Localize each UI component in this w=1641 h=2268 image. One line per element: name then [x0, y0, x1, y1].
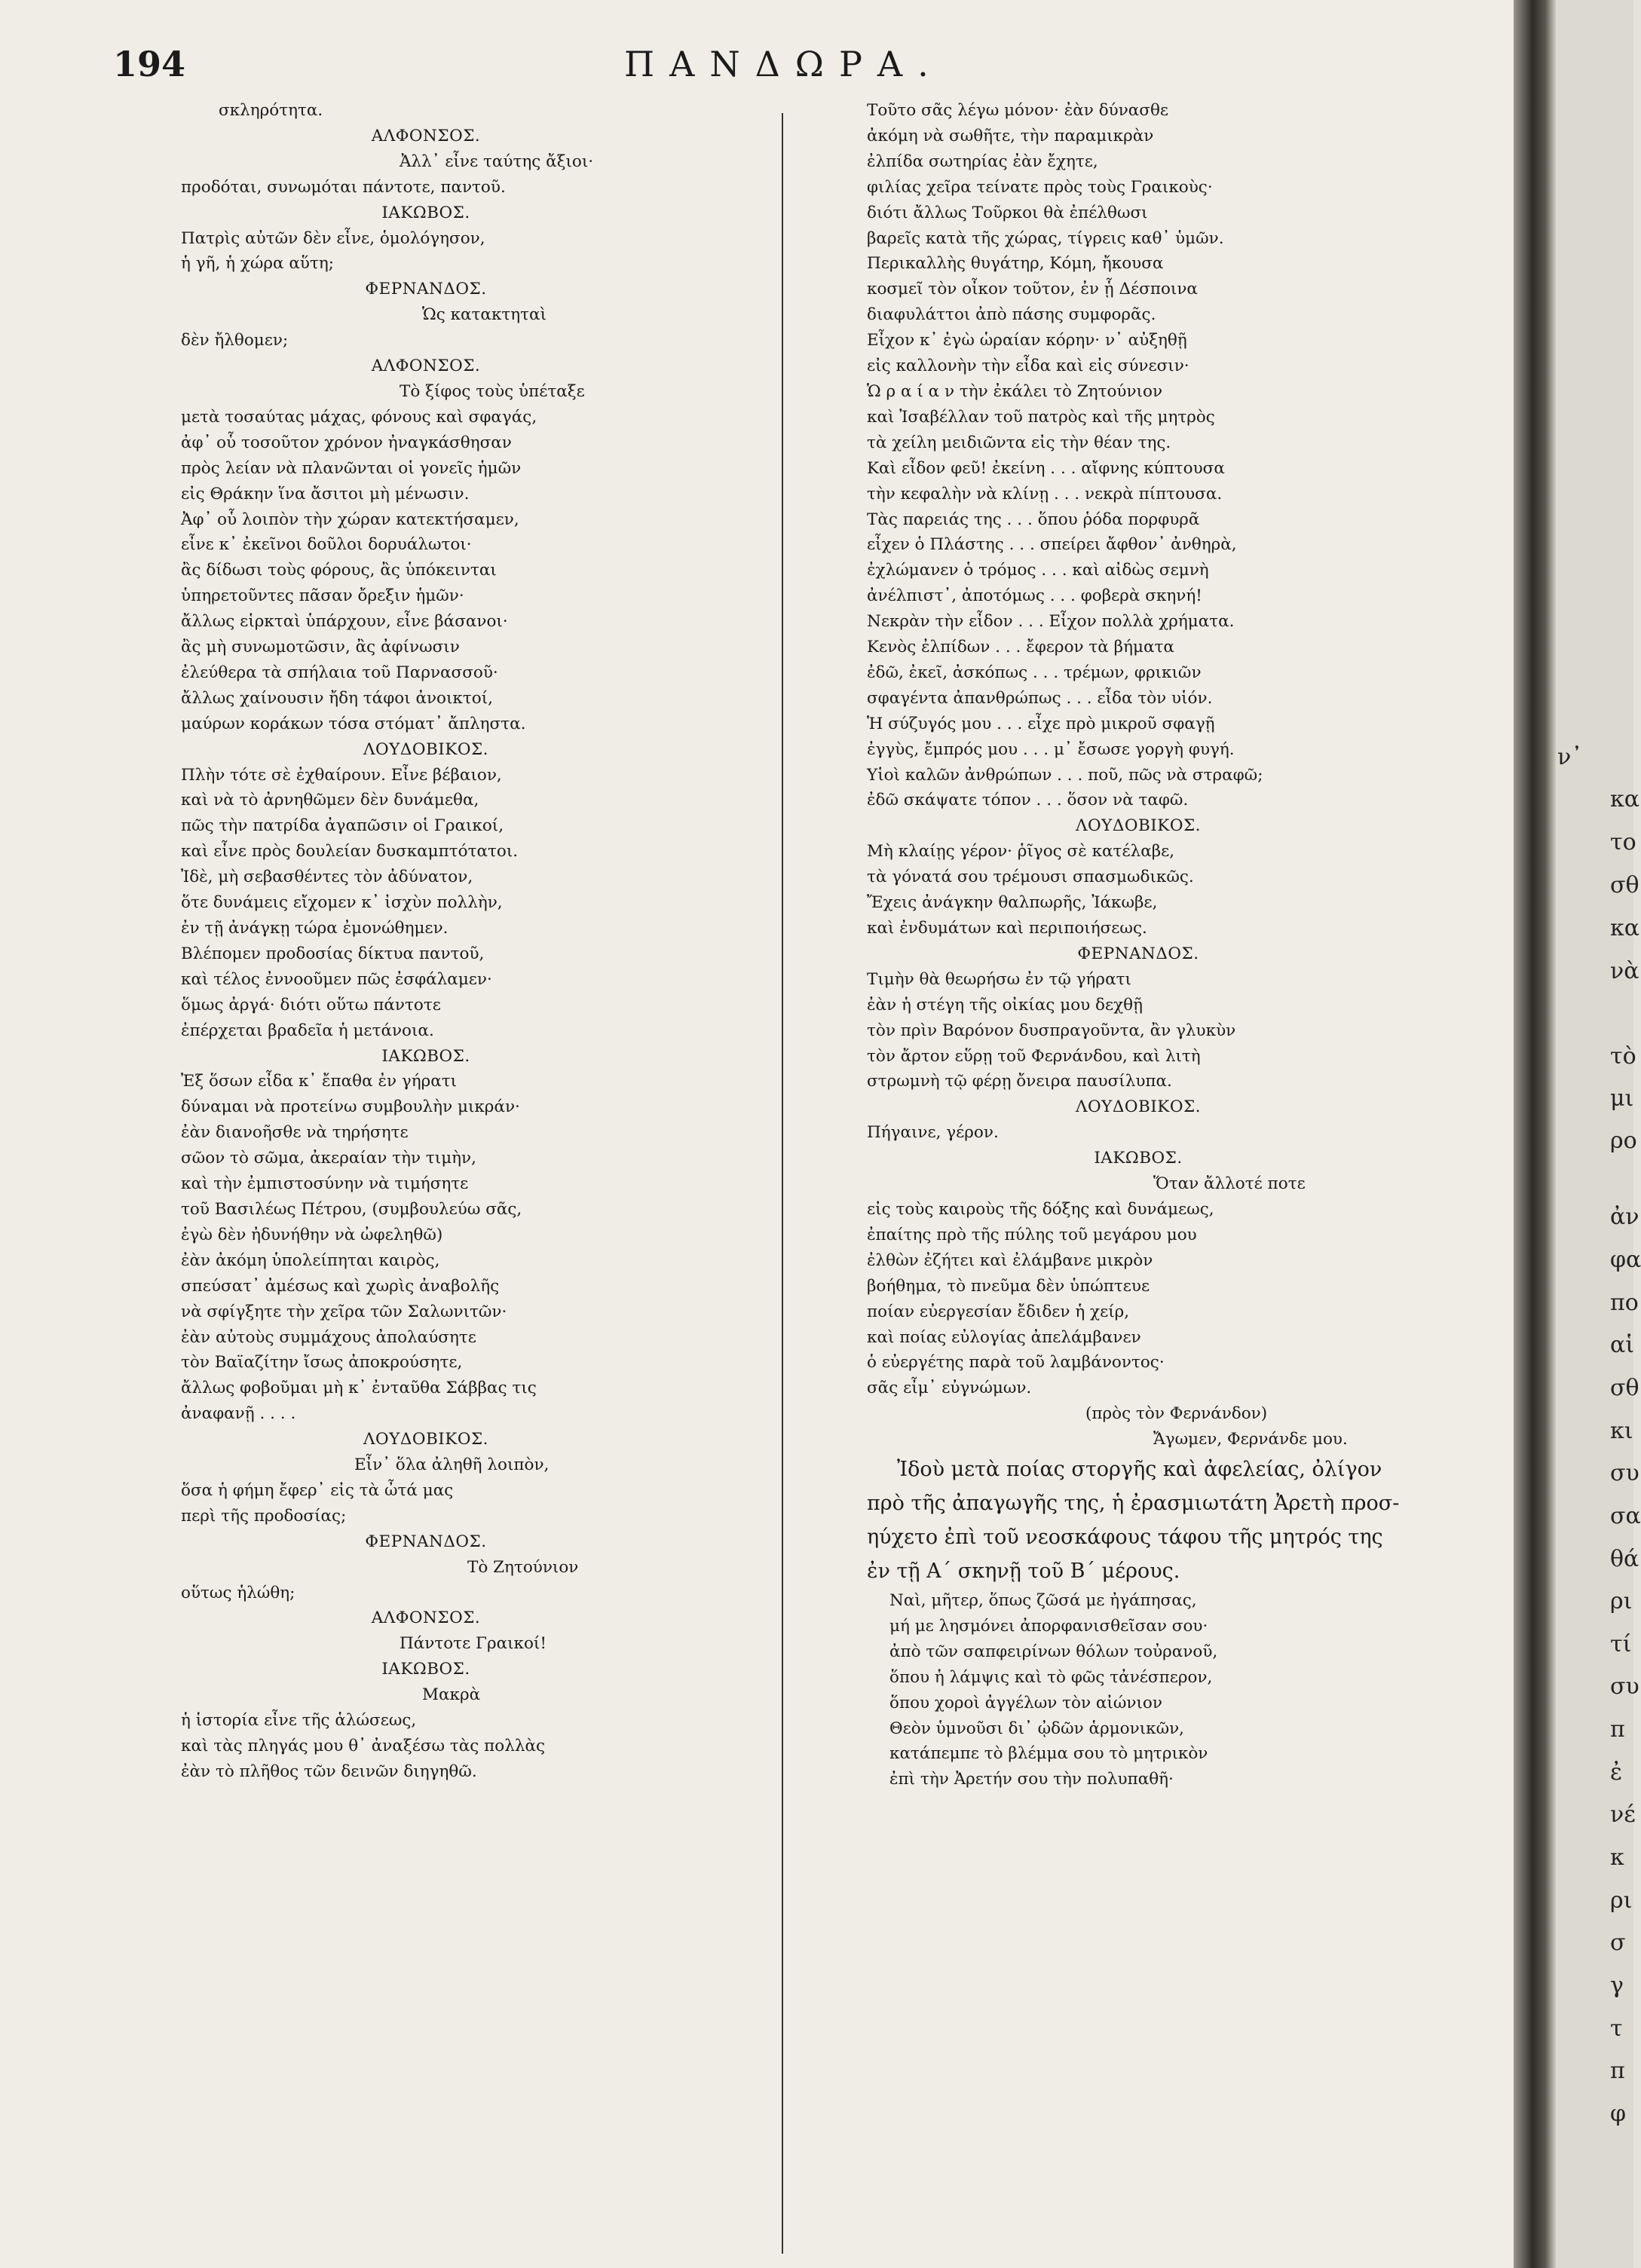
verse-line: ἀνέλπιστ᾽, ἀποτόμως . . . φοβερὰ σκηνή! — [867, 586, 1202, 606]
verse-line: ἀκόμη νὰ σωθῆτε, τὴν παραμικρὰν — [867, 126, 1154, 145]
text-line: σκληρότητα. — [219, 101, 323, 120]
facing-page-edge — [1556, 0, 1641, 2268]
verse-line: μή με λησμόνει ἀπορφανισθεῖσαν σου· — [889, 1616, 1208, 1636]
verse-line: ἐλεύθερα τὰ σπήλαια τοῦ Παρνασσοῦ· — [181, 663, 498, 682]
verse-line: ἐχλώμανεν ὁ τρόμος . . . καὶ αἰδὼς σεμνὴ — [867, 561, 1209, 580]
verse-line: τὴν κεφαλὴν νὰ κλίνῃ . . . νεκρὰ πίπτουσα. — [867, 484, 1223, 503]
verse-line: ἀφ᾽ οὗ τοσοῦτον χρόνον ἠναγκάσθησαν — [181, 433, 512, 452]
facing-fragment: τὸ — [1610, 1043, 1636, 1070]
verse-line: ἐὰν ἡ στέγη τῆς οἰκίας μου δεχθῇ — [867, 995, 1143, 1015]
verse-line: ἐπὶ τὴν Ἀρετήν σου τὴν πολυπαθῆ· — [889, 1770, 1174, 1789]
running-title: ΠΑΝΔΩΡΑ. — [624, 44, 944, 84]
verse-line: ἄλλως χαίνουσιν ἤδη τάφοι ἀνοικτοί, — [181, 688, 493, 708]
verse-line: καὶ ἐνδυμάτων καὶ περιποιήσεως. — [867, 919, 1147, 938]
verse-line: καὶ ποίας εὐλογίας ἀπελάμβανεν — [867, 1327, 1141, 1347]
facing-fragment: σθ — [1610, 1375, 1639, 1401]
facing-fragment: πο — [1610, 1290, 1639, 1316]
verse-line: Ὡς κατακτηταὶ — [422, 305, 547, 325]
verse-line: ἡ ἱστορία εἶνε τῆς ἁλώσεως, — [181, 1711, 417, 1731]
verse-line: ὅτε δυνάμεις εἴχομεν κ᾽ ἰσχὺν πολλὴν, — [181, 893, 503, 913]
verse-line: εἰς Θράκην ἵνα ἄσιτοι μὴ μένωσιν. — [181, 484, 470, 503]
verse-line: μετὰ τοσαύτας μάχας, φόνους καὶ σφαγάς, — [181, 407, 537, 427]
verse-line: ἄλλως φοβοῦμαι μὴ κ᾽ ἐνταῦθα Σάββας τις — [181, 1379, 537, 1398]
verse-line: τὰ γόνατά σου τρέμουσι σπασμωδικῶς. — [867, 868, 1194, 887]
verse-line: ἐγγὺς, ἔμπρός μου . . . μ᾽ ἔσωσε γοργὴ φυγή. — [867, 739, 1235, 759]
verse-line: ἐγὼ δὲν ἠδυνήθην νὰ ὠφεληθῶ) — [181, 1225, 443, 1244]
verse-line: νὰ σφίγξητε τὴν χεῖρα τῶν Σαλωνιτῶν· — [181, 1302, 507, 1321]
verse-line: ἡ γῆ, ἡ χώρα αὕτη; — [181, 254, 334, 274]
column-divider — [782, 113, 783, 2254]
facing-fragment: φα — [1610, 1247, 1641, 1273]
verse-line: σπεύσατ᾽ ἀμέσως καὶ χωρὶς ἀναβολῆς — [181, 1276, 500, 1296]
verse-line: Πατρὶς αὐτῶν δὲν εἶνε, ὁμολόγησον, — [181, 228, 485, 248]
facing-fragment: συ — [1610, 1460, 1639, 1486]
verse-line: κατάπεμπε τὸ βλέμμα σου τὸ μητρικὸν — [889, 1744, 1208, 1764]
verse-line: Βλέπομεν προδοσίας δίκτυα παντοῦ, — [181, 944, 485, 963]
verse-line: Τὸ ξίφος τοὺς ὑπέταξε — [400, 381, 585, 401]
verse-line: Περικαλλὴς θυγάτηρ, Κόμη, ἤκουσα — [867, 254, 1164, 274]
facing-fragment: το — [1610, 829, 1636, 855]
verse-line: σᾶς εἶμ᾽ εὐγνώμων. — [867, 1379, 1032, 1398]
verse-line: εἰς τοὺς καιροὺς τῆς δόξης καὶ δυνάμεως, — [867, 1199, 1214, 1219]
verse-line: προδόται, συνωμόται πάντοτε, παντοῦ. — [181, 177, 506, 197]
verse-line: Μακρὰ — [422, 1685, 481, 1705]
verse-line: Καὶ εἶδον φεῦ! ἐκείνη . . . αἴφνης κύπτουσα — [867, 458, 1225, 478]
verse-line: Εἶχον κ᾽ ἐγὼ ὡραίαν κόρην· ν᾽ αὐξηθῇ — [867, 331, 1187, 350]
verse-line: τὸν πρὶν Βαρόνον δυσπραγοῦντα, ἂν γλυκὺν — [867, 1021, 1236, 1040]
book-gutter — [1514, 0, 1556, 2268]
speaker-name: ΑΛΦΟΝΣΟΣ. — [371, 126, 481, 145]
verse-line: Τιμὴν θὰ θεωρήσω ἐν τῷ γήρατι — [867, 969, 1131, 989]
verse-line: ποίαν εὐεργεσίαν ἔδιδεν ἡ χείρ, — [867, 1302, 1130, 1321]
verse-line: ἐὰν διανοῆσθε νὰ τηρήσητε — [181, 1123, 409, 1143]
verse-line: στρωμνὴ τῷ φέρῃ ὄνειρα παυσίλυπα. — [867, 1072, 1172, 1091]
verse-line: οὕτως ἡλώθη; — [181, 1583, 295, 1602]
verse-line: Ἔχεις ἀνάγκην θαλπωρῆς, Ἰάκωβε, — [867, 893, 1158, 913]
facing-fragment: κα — [1610, 786, 1640, 813]
facing-fragment: θά — [1610, 1546, 1639, 1572]
speaker-name: ΛΟΥΔΟΒΙΚΟΣ. — [363, 739, 488, 759]
verse-line: ἐὰν τὸ πλῆθος τῶν δεινῶν διηγηθῶ. — [181, 1761, 477, 1781]
verse-line: καὶ τὴν ἐμπιστοσύνην νὰ τιμήσητε — [181, 1174, 469, 1194]
facing-fragment: κα — [1610, 915, 1640, 941]
verse-line: Θεὸν ὑμνοῦσι δι᾽ ᾠδῶν ἁρμονικῶν, — [889, 1719, 1184, 1738]
verse-line: ὅπου ἡ λάμψις καὶ τὸ φῶς τἀνέσπερον, — [889, 1667, 1213, 1687]
verse-line: καὶ τέλος ἐννοοῦμεν πῶς ἐσφάλαμεν· — [181, 969, 492, 989]
verse-line: διαφυλάττοι ἀπὸ πάσης συμφορᾶς. — [867, 305, 1156, 325]
verse-line: καὶ εἶνε πρὸς δουλείαν δυσκαμπτότατοι. — [181, 842, 519, 862]
verse-line: καὶ τὰς πληγάς μου θ᾽ ἀναξέσω τὰς πολλὰς — [181, 1737, 546, 1755]
verse-line: ἂς μὴ συνωμοτῶσιν, ἂς ἀφίνωσιν — [181, 638, 460, 657]
verse-line: Εἶν᾽ ὅλα ἀληθῆ λοιπὸν, — [354, 1455, 550, 1475]
verse-line: Ναὶ, μῆτερ, ὅπως ζῶσά με ἠγάπησας, — [889, 1591, 1197, 1611]
facing-fragment: τί — [1610, 1631, 1632, 1657]
verse-line: Ἡ σύζυγός μου . . . εἶχε πρὸ μικροῦ σφαγῇ — [867, 714, 1215, 733]
verse-line: Ὅταν ἄλλοτέ ποτε — [1153, 1174, 1306, 1194]
facing-fragment: αἱ — [1610, 1332, 1635, 1358]
facing-fragment: ἀν — [1610, 1204, 1639, 1230]
verse-line: Ὡ ρ α ί α ν τὴν ἐκάλει τὸ Ζητούνιον — [867, 381, 1163, 401]
verse-line: ἐδῶ, ἐκεῖ, ἀσκόπως . . . τρέμων, φρικιῶν — [867, 663, 1202, 682]
verse-line: καὶ νὰ τὸ ἀρνηθῶμεν δὲν δυνάμεθα, — [181, 791, 479, 810]
verse-line: διότι ἄλλως Τοῦρκοι θὰ ἐπέλθωσι — [867, 203, 1148, 222]
speaker-name: ΙΑΚΩΒΟΣ. — [381, 203, 470, 222]
facing-fragment: κ — [1610, 1844, 1624, 1871]
verse-line: Τὸ Ζητούνιον — [467, 1557, 579, 1577]
facing-fragment: ρι — [1610, 1887, 1633, 1914]
speaker-name: ΦΕΡΝΑΝΔΟΣ. — [365, 1532, 487, 1551]
verse-line: ἐδῶ σκάψατε τόπον . . . ὅσον νὰ ταφῶ. — [867, 791, 1189, 810]
verse-line: ἐλθὼν ἐζήτει καὶ ἐλάμβανε μικρὸν — [867, 1250, 1153, 1270]
verse-line: Τοῦτο σᾶς λέγω μόνον· ἐὰν δύνασθε — [867, 101, 1169, 120]
prose-line: Ἰδοὺ μετὰ ποίας στοργῆς καὶ ἀφελείας, ὀλίγον — [897, 1458, 1382, 1482]
facing-fragment: σ — [1610, 1930, 1626, 1956]
right-column — [867, 98, 1410, 1792]
verse-line: τὰ χείλη μειδιῶντα εἰς τὴν θέαν της. — [867, 433, 1171, 452]
speaker-name: ΛΟΥΔΟΒΙΚΟΣ. — [1075, 816, 1201, 836]
prose-line: ηύχετο ἐπὶ τοῦ νεοσκάφους τάφου τῆς μητρός της — [867, 1526, 1383, 1550]
facing-fragment: τ — [1610, 2015, 1623, 2042]
speaker-name: ΑΛΦΟΝΣΟΣ. — [371, 357, 481, 376]
verse-line: πρὸς λείαν νὰ πλανῶνται οἱ γονεῖς ἡμῶν — [181, 458, 522, 478]
verse-line: Υἱοὶ καλῶν ἀνθρώπων . . . ποῦ, πῶς νὰ στραφῶ; — [867, 765, 1263, 785]
facing-fragment: μι — [1610, 1085, 1634, 1112]
verse-line: κοσμεῖ τὸν οἶκον τοῦτον, ἐν ᾗ Δέσποινα — [867, 280, 1198, 299]
verse-line: ἐλπίδα σωτηρίας ἐὰν ἔχητε, — [867, 152, 1098, 171]
verse-line: Ἐξ ὅσων εἶδα κ᾽ ἔπαθα ἐν γήρατι — [181, 1072, 458, 1091]
prose-line: πρὸ τῆς ἀπαγωγῆς της, ἡ ἐρασμιωτάτη Ἀρετὴ προσ- — [867, 1492, 1400, 1516]
verse-line: βαρεῖς κατὰ τῆς χώρας, τίγρεις καθ᾽ ὑμῶν. — [867, 228, 1224, 248]
verse-line: εἶνε κ᾽ ἐκεῖνοι δοῦλοι δορυάλωτοι· — [181, 535, 472, 555]
verse-line: Μὴ κλαίῃς γέρον· ῥῖγος σὲ κατέλαβε, — [867, 842, 1175, 862]
facing-fragment: ρι — [1610, 1588, 1633, 1615]
facing-fragment: ἐ — [1610, 1759, 1623, 1786]
verse-line: ὁ εὐεργέτης παρὰ τοῦ λαμβάνοντος· — [867, 1353, 1165, 1373]
verse-line: μαύρων κοράκων τόσα στόματ᾽ ἄπληστα. — [181, 714, 526, 733]
verse-line: ὅσα ἡ φήμη ἔφερ᾽ εἰς τὰ ὦτά μας — [181, 1480, 454, 1500]
facing-fragment: ν᾽ — [1557, 744, 1583, 770]
stage-direction: (πρὸς τὸν Φερνάνδον) — [1085, 1404, 1268, 1424]
verse-line: τὸν ἄρτον εὕρῃ τοῦ Φερνάνδου, καὶ λιτὴ — [867, 1046, 1201, 1066]
verse-line: ὅπου χοροὶ ἀγγέλων τὸν αἰώνιον — [889, 1693, 1162, 1712]
verse-line: ἐπαίτης πρὸ τῆς πύλης τοῦ μεγάρου μου — [867, 1225, 1197, 1244]
verse-line: ἐὰν αὐτοὺς συμμάχους ἀπολαύσητε — [181, 1327, 476, 1347]
verse-line: εἰς καλλονὴν τὴν εἶδα καὶ εἰς σύνεσιν· — [867, 357, 1189, 376]
prose-line: ἐν τῇ Α΄ σκηνῇ τοῦ Β΄ μέρους. — [867, 1559, 1180, 1584]
verse-line: σφαγέντα ἀπανθρώπως . . . εἶδα τὸν υἱόν. — [867, 688, 1213, 708]
speaker-name: ΦΕΡΝΑΝΔΟΣ. — [365, 280, 487, 299]
verse-line: φιλίας χεῖρα τείνατε πρὸς τοὺς Γραικοὺς· — [867, 177, 1213, 197]
facing-fragment: σθ — [1610, 872, 1639, 898]
speaker-name: ΑΛΦΟΝΣΟΣ. — [371, 1608, 481, 1628]
speaker-name: ΙΑΚΩΒΟΣ. — [381, 1660, 470, 1679]
verse-line: ὑπηρετοῦντες πᾶσαν ὄρεξιν ἡμῶν· — [181, 586, 464, 606]
verse-line: ἂς δίδωσι τοὺς φόρους, ἂς ὑπόκεινται — [181, 561, 497, 580]
verse-line: πῶς τὴν πατρίδα ἀγαπῶσιν οἱ Γραικοί, — [181, 816, 504, 836]
speaker-name: ΦΕΡΝΑΝΔΟΣ. — [1077, 944, 1199, 963]
facing-fragment: κι — [1610, 1418, 1633, 1444]
page-number: 194 — [113, 44, 186, 84]
verse-line: ἐν τῇ ἀνάγκῃ τώρα ἐμονώθημεν. — [181, 919, 449, 938]
verse-line: δὲν ἤλθομεν; — [181, 331, 289, 350]
verse-line: τὸν Βαϊαζίτην ἴσως ἀποκρούσητε, — [181, 1353, 463, 1373]
verse-line: Ἀλλ᾽ εἶνε ταύτης ἄξιοι· — [400, 152, 594, 171]
verse-line: Ἰδὲ, μὴ σεβασθέντες τὸν ἀδύνατον, — [181, 868, 473, 887]
verse-line: καὶ Ἰσαβέλλαν τοῦ πατρὸς καὶ τῆς μητρὸς — [867, 407, 1215, 427]
facing-fragment: π — [1610, 1716, 1625, 1743]
verse-line: Πήγαινε, γέρον. — [867, 1123, 999, 1143]
verse-line: βοήθημα, τὸ πνεῦμα δὲν ὑπώπτευε — [867, 1276, 1150, 1296]
speaker-name: ΛΟΥΔΟΒΙΚΟΣ. — [363, 1430, 488, 1449]
facing-fragment: φ — [1610, 2101, 1627, 2127]
verse-line: Πλὴν τότε σὲ ἐχθαίρουν. Εἶνε βέβαιον, — [181, 765, 502, 785]
verse-line: ἀναφανῇ . . . . — [181, 1404, 296, 1424]
facing-fragment: ρο — [1610, 1128, 1637, 1154]
speaker-name: ΙΑΚΩΒΟΣ. — [1094, 1149, 1183, 1168]
facing-fragment: γ — [1610, 1973, 1624, 1999]
verse-line: εἶχεν ὁ Πλάστης . . . σπείρει ἄφθον᾽ ἀνθηρὰ, — [867, 535, 1237, 555]
facing-fragment: νὰ — [1610, 958, 1639, 984]
facing-fragment: συ — [1610, 1673, 1639, 1700]
verse-line: Νεκρὰν τὴν εἶδον . . . Εἶχον πολλὰ χρήματα. — [867, 612, 1235, 632]
verse-line: Πάντοτε Γραικοί! — [400, 1634, 547, 1654]
verse-line: ὅμως ἀργά· διότι οὕτω πάντοτε — [181, 995, 441, 1015]
verse-line: σῶον τὸ σῶμα, ἀκεραίαν τὴν τιμὴν, — [181, 1149, 476, 1168]
facing-fragment: σα — [1610, 1503, 1641, 1529]
speaker-name: ΙΑΚΩΒΟΣ. — [381, 1046, 470, 1066]
verse-line: Κενὸς ἐλπίδων . . . ἔφερον τὰ βήματα — [867, 638, 1174, 657]
verse-line: τοῦ Βασιλέως Πέτρου, (συμβουλεύω σᾶς, — [181, 1199, 522, 1219]
verse-line: Τὰς παρειάς της . . . ὅπου ῥόδα πορφυρᾶ — [867, 510, 1200, 529]
verse-line: ἐπέρχεται βραδεῖα ἡ μετάνοια. — [181, 1021, 434, 1040]
facing-fragment: νέ — [1610, 1801, 1636, 1828]
facing-fragment: π — [1610, 2058, 1625, 2084]
left-column — [181, 98, 671, 1785]
verse-line: Ἄγωμεν, Φερνάνδε μου. — [1153, 1430, 1348, 1449]
verse-line: ἐὰν ἀκόμη ὑπολείπηται καιρὸς, — [181, 1250, 440, 1270]
verse-line: περὶ τῆς προδοσίας; — [181, 1506, 347, 1526]
speaker-name: ΛΟΥΔΟΒΙΚΟΣ. — [1075, 1097, 1201, 1117]
verse-line: ἀπὸ τῶν σαπφειρίνων θόλων τοὐρανοῦ, — [889, 1642, 1218, 1661]
verse-line: Ἀφ᾽ οὗ λοιπὸν τὴν χώραν κατεκτήσαμεν, — [181, 510, 519, 529]
verse-line: δύναμαι νὰ προτείνω συμβουλὴν μικράν· — [181, 1097, 520, 1117]
verse-line: ἄλλως εἱρκταὶ ὑπάρχουν, εἶνε βάσανοι· — [181, 612, 508, 632]
